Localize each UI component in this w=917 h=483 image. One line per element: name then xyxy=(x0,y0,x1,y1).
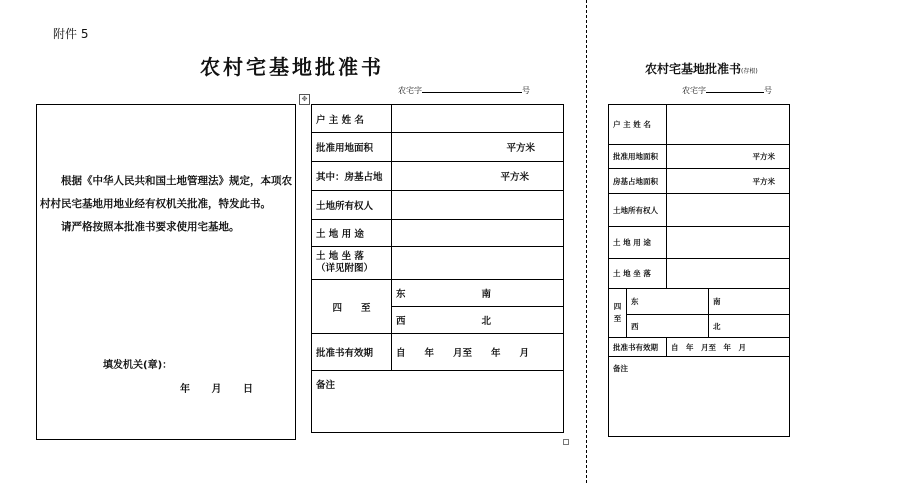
stub-footprint-label: 房基占地面积 xyxy=(609,169,667,194)
approved-area-label: 批准用地面积 xyxy=(312,133,392,162)
stub-land-use-field[interactable] xyxy=(667,227,790,259)
stub-west-label: 西 xyxy=(627,315,709,338)
stub-tag: (存根) xyxy=(741,68,758,75)
stub-number-suffix: 号 xyxy=(764,86,772,95)
stub-owner-field[interactable] xyxy=(667,105,790,145)
stub-land-owner-field[interactable] xyxy=(667,194,790,227)
approval-form-table xyxy=(311,104,564,433)
west-label: 西 xyxy=(392,307,478,334)
footprint-unit: 平方米 xyxy=(392,162,564,191)
stub-land-use-label: 土 地 用 途 xyxy=(609,227,667,259)
stub-boundaries-label: 四至 xyxy=(609,289,627,338)
stub-land-owner-label: 土地所有权人 xyxy=(609,194,667,227)
stub-number-prefix: 农宅字 xyxy=(682,86,706,95)
stub-title-text: 农村宅基地批准书 xyxy=(645,62,742,76)
tear-line xyxy=(586,0,587,483)
number-prefix: 农宅字 xyxy=(398,86,422,95)
remarks-label: 备注 xyxy=(312,371,564,433)
decree-paragraph-1: 根据《中华人民共和国土地管理法》规定，本项农村村民宅基地用地业经有权机关批准，特发此书。 xyxy=(40,175,292,210)
decree-paragraph-2: 请严格按照本批准书要求使用宅基地。 xyxy=(61,221,240,233)
location-note: （详见附图） xyxy=(316,263,374,274)
stub-validity-label: 批准书有效期 xyxy=(609,338,667,357)
validity-label: 批准书有效期 xyxy=(312,334,392,371)
stub-south-label: 南 xyxy=(709,289,790,315)
location-label xyxy=(312,247,392,280)
table-resize-handle[interactable] xyxy=(563,439,569,445)
issue-date: 年 月 日 xyxy=(180,384,253,395)
stub-location-field[interactable] xyxy=(667,259,790,289)
land-use-field[interactable] xyxy=(392,220,564,247)
stub-document-number xyxy=(682,85,772,96)
stub-footprint-unit: 平方米 xyxy=(667,169,790,194)
boundaries-label: 四 至 xyxy=(312,280,392,334)
decree-panel xyxy=(36,104,296,440)
east-label: 东 xyxy=(392,280,478,307)
owner-field[interactable] xyxy=(392,105,564,133)
validity-value: 自 年 月至 年 月 xyxy=(392,334,564,371)
stub-location-label: 土 地 坐 落 xyxy=(609,259,667,289)
stub-north-label: 北 xyxy=(709,315,790,338)
north-label: 北 xyxy=(478,307,564,334)
stub-east-label: 东 xyxy=(627,289,709,315)
location-field[interactable] xyxy=(392,247,564,280)
stub-approved-area-label: 批准用地面积 xyxy=(609,145,667,169)
land-owner-label: 土地所有权人 xyxy=(312,191,392,220)
stub-approved-area-unit: 平方米 xyxy=(667,145,790,169)
approved-area-unit: 平方米 xyxy=(392,133,564,162)
stub-form-table xyxy=(608,104,790,437)
location-label-text: 土 地 坐 落 xyxy=(316,251,364,262)
number-suffix: 号 xyxy=(522,86,530,95)
south-label: 南 xyxy=(478,280,564,307)
land-owner-field[interactable] xyxy=(392,191,564,220)
land-use-label: 土 地 用 途 xyxy=(312,220,392,247)
owner-label: 户 主 姓 名 xyxy=(312,105,392,133)
stub-validity-value: 自 年 月至 年 月 xyxy=(667,338,790,357)
issuing-authority: 填发机关(章)： xyxy=(103,360,173,371)
stub-number-blank xyxy=(706,85,764,93)
table-move-handle-icon[interactable]: ✥ xyxy=(299,94,310,105)
footprint-label: 其中：房基占地 xyxy=(312,162,392,191)
decree-text xyxy=(40,170,294,239)
document-number xyxy=(398,85,530,96)
stub-remarks-label: 备注 xyxy=(609,357,790,437)
stub-title xyxy=(645,60,758,77)
page-title: 农村宅基地批准书 xyxy=(200,55,384,79)
number-blank xyxy=(422,85,522,93)
stub-owner-label: 户 主 姓 名 xyxy=(609,105,667,145)
attachment-label: 附件 5 xyxy=(53,27,89,41)
